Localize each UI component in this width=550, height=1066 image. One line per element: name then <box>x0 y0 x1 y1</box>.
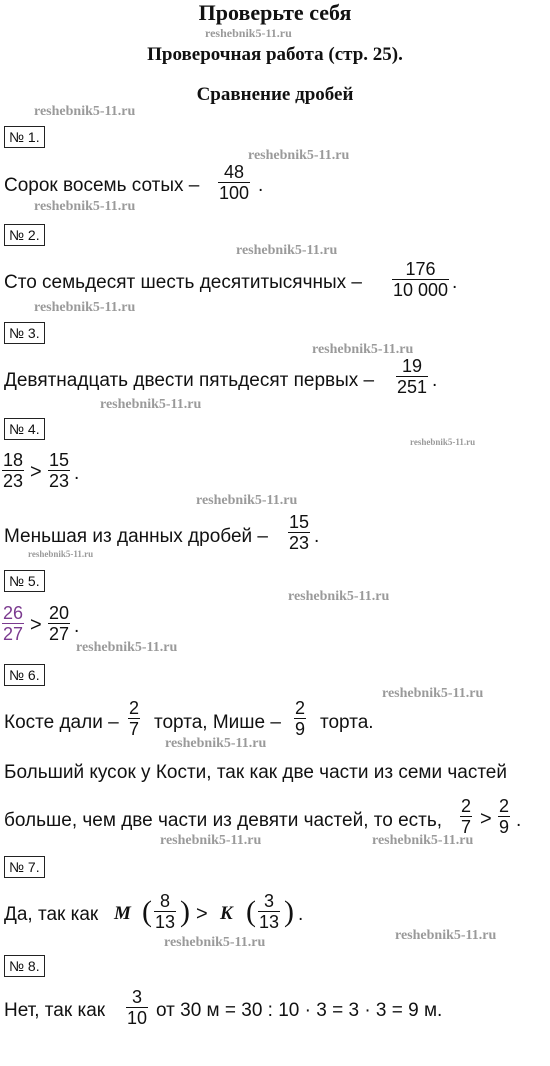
task-text: Нет, так как <box>4 1000 106 1021</box>
punctuation: . <box>314 526 320 547</box>
task-text: Девятнадцать двести пятьдесят первых – <box>4 370 375 391</box>
paren-close: ) <box>284 895 294 928</box>
watermark: reshebnik5-11.ru <box>312 342 414 357</box>
task-number: № 4. <box>4 418 45 440</box>
task-number: № 6. <box>4 664 45 686</box>
paren-close: ) <box>180 895 190 928</box>
watermark: reshebnik5-11.ru <box>205 26 292 40</box>
section-title: Сравнение дробей <box>196 84 354 105</box>
task-text: Сто семьдесят шесть десятитысячных – <box>4 272 362 293</box>
watermark: reshebnik5-11.ru <box>382 686 484 701</box>
watermark: reshebnik5-11.ru <box>34 300 136 315</box>
fraction: 8 13 <box>155 891 176 932</box>
punctuation: . <box>516 810 522 831</box>
watermark: reshebnik5-11.ru <box>236 243 338 258</box>
watermark: reshebnik5-11.ru <box>372 833 474 848</box>
paren-open: ( <box>246 895 256 928</box>
fraction: 3 13 <box>259 891 280 932</box>
task-number: № 3. <box>4 322 45 344</box>
task-text: больше, чем две части из девяти частей, то есть, <box>4 810 443 831</box>
watermark: reshebnik5-11.ru <box>34 104 136 119</box>
fraction: 48 100 <box>219 162 250 203</box>
task-number: № 2. <box>4 224 45 246</box>
fraction: 2 9 <box>295 698 306 739</box>
fraction: 19 251 <box>397 356 428 397</box>
fraction: 20 27 <box>49 603 70 644</box>
greater-sign: > <box>480 808 492 830</box>
fraction: 3 10 <box>127 987 148 1028</box>
page-title: Проверьте себя <box>198 0 352 25</box>
task-text: торта. <box>320 712 374 733</box>
fraction: 2 7 <box>129 698 140 739</box>
watermark: reshebnik5-11.ru <box>100 397 202 412</box>
watermark: reshebnik5-11.ru <box>160 833 262 848</box>
task-text: Больший кусок у Кости, так как две части из семи частей <box>4 762 507 783</box>
watermark: reshebnik5-11.ru <box>76 640 178 655</box>
task-text: Сорок восемь сотых – <box>4 175 200 196</box>
task-number: № 7. <box>4 856 45 878</box>
watermark: reshebnik5-11.ru <box>164 935 266 950</box>
task-text: Да, так как <box>4 904 99 925</box>
task-number: № 5. <box>4 570 45 592</box>
watermark: reshebnik5-11.ru <box>165 736 267 751</box>
page-subtitle: Проверочная работа (стр. 25). <box>147 44 403 65</box>
punctuation: . <box>452 272 458 293</box>
point-label: M <box>114 903 131 924</box>
fraction: 2 9 <box>499 796 510 837</box>
point-label: K <box>220 903 233 924</box>
task-text: Косте дали – <box>4 712 119 733</box>
fraction: 18 23 <box>3 450 24 491</box>
greater-sign: > <box>30 461 42 483</box>
fraction: 15 23 <box>289 512 310 553</box>
watermark: reshebnik5-11.ru <box>196 493 298 508</box>
watermark: reshebnik5-11.ru <box>410 437 476 447</box>
fraction: 15 23 <box>49 450 70 491</box>
punctuation: . <box>258 175 264 196</box>
task-text: Меньшая из данных дробей – <box>4 526 268 547</box>
fraction: 176 10 000 <box>393 259 449 300</box>
task-number: № 8. <box>4 955 45 977</box>
greater-sign: > <box>30 614 42 636</box>
punctuation: . <box>298 904 304 925</box>
punctuation: . <box>432 370 438 391</box>
paren-open: ( <box>142 895 152 928</box>
punctuation: . <box>74 616 80 637</box>
task-text: от 30 м = 30 : 10 · 3 = 3 · 3 = 9 м. <box>156 1000 443 1021</box>
fraction: 2 7 <box>461 796 472 837</box>
watermark: reshebnik5-11.ru <box>288 589 390 604</box>
task-text: торта, Мише – <box>154 712 281 733</box>
watermark: reshebnik5-11.ru <box>34 199 136 214</box>
watermark: reshebnik5-11.ru <box>28 549 94 559</box>
punctuation: . <box>74 463 80 484</box>
watermark: reshebnik5-11.ru <box>248 148 350 163</box>
task-number: № 1. <box>4 126 45 148</box>
greater-sign: > <box>196 903 208 925</box>
fraction: 26 27 <box>3 603 24 644</box>
watermark: reshebnik5-11.ru <box>395 928 497 943</box>
